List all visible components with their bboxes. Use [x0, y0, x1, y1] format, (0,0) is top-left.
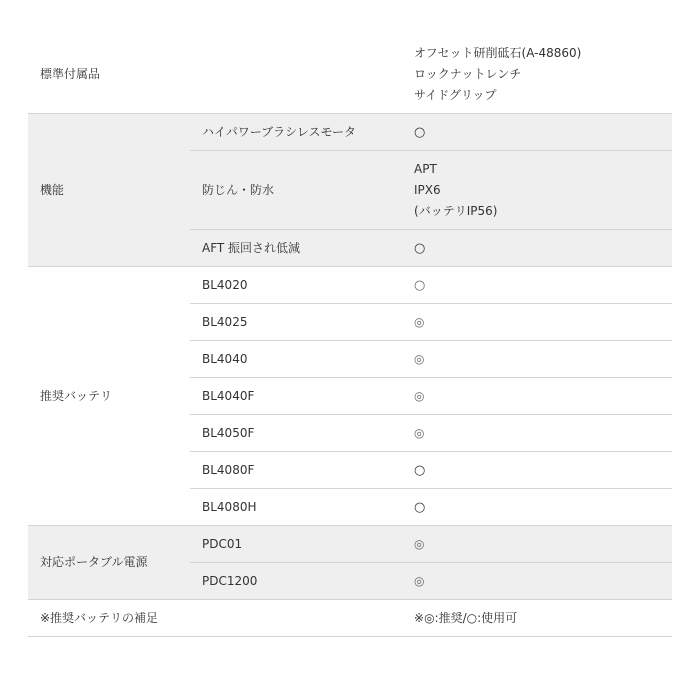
accessory-item: サイドグリップ — [414, 88, 497, 102]
battery-label: 推奨バッテリ — [28, 267, 190, 526]
battery-model: BL4080F — [190, 452, 402, 489]
battery-mark: ○ — [402, 489, 672, 526]
function-item-name: AFT 振回され低減 — [190, 230, 402, 267]
battery-model: BL4025 — [190, 304, 402, 341]
battery-model: BL4020 — [190, 267, 402, 304]
function-item-value: ○ — [402, 230, 672, 267]
note-label: ※推奨バッテリの補足 — [28, 600, 402, 637]
battery-model: BL4040 — [190, 341, 402, 378]
battery-mark: ◎ — [402, 304, 672, 341]
battery-mark: ◎ — [402, 341, 672, 378]
function-item-value: APT — [414, 161, 437, 176]
note-row — [28, 600, 672, 637]
function-item-name: 防じん・防水 — [190, 151, 402, 230]
function-item-value: ○ — [402, 114, 672, 151]
battery-model: BL4080H — [190, 489, 402, 526]
power-row — [28, 526, 672, 563]
power-label: 対応ポータブル電源 — [28, 526, 190, 600]
accessory-item: ロックナットレンチ — [414, 67, 522, 81]
spec-table — [28, 36, 672, 637]
power-model: PDC1200 — [190, 563, 402, 600]
function-label: 機能 — [28, 114, 190, 267]
battery-model: BL4050F — [190, 415, 402, 452]
battery-mark: ◎ — [402, 415, 672, 452]
battery-row — [28, 267, 672, 304]
function-row — [28, 114, 672, 151]
function-item-value: IPX6 — [414, 182, 441, 197]
power-model: PDC01 — [190, 526, 402, 563]
power-mark: ◎ — [402, 526, 672, 563]
power-mark: ◎ — [402, 563, 672, 600]
accessories-row — [28, 36, 672, 114]
function-item-value: (バッテリIP56) — [414, 203, 498, 218]
battery-model: BL4040F — [190, 378, 402, 415]
battery-mark: ○ — [402, 267, 672, 304]
accessories-values — [402, 36, 672, 114]
battery-mark: ○ — [402, 452, 672, 489]
accessory-item: オフセット研削砥石(A-48860) — [414, 46, 582, 60]
accessories-label: 標準付属品 — [28, 36, 402, 114]
note-value: ※◎:推奨/○:使用可 — [402, 600, 672, 637]
function-item-name: ハイパワーブラシレスモータ — [190, 114, 402, 151]
battery-mark: ◎ — [402, 378, 672, 415]
function-item-values — [402, 151, 672, 230]
